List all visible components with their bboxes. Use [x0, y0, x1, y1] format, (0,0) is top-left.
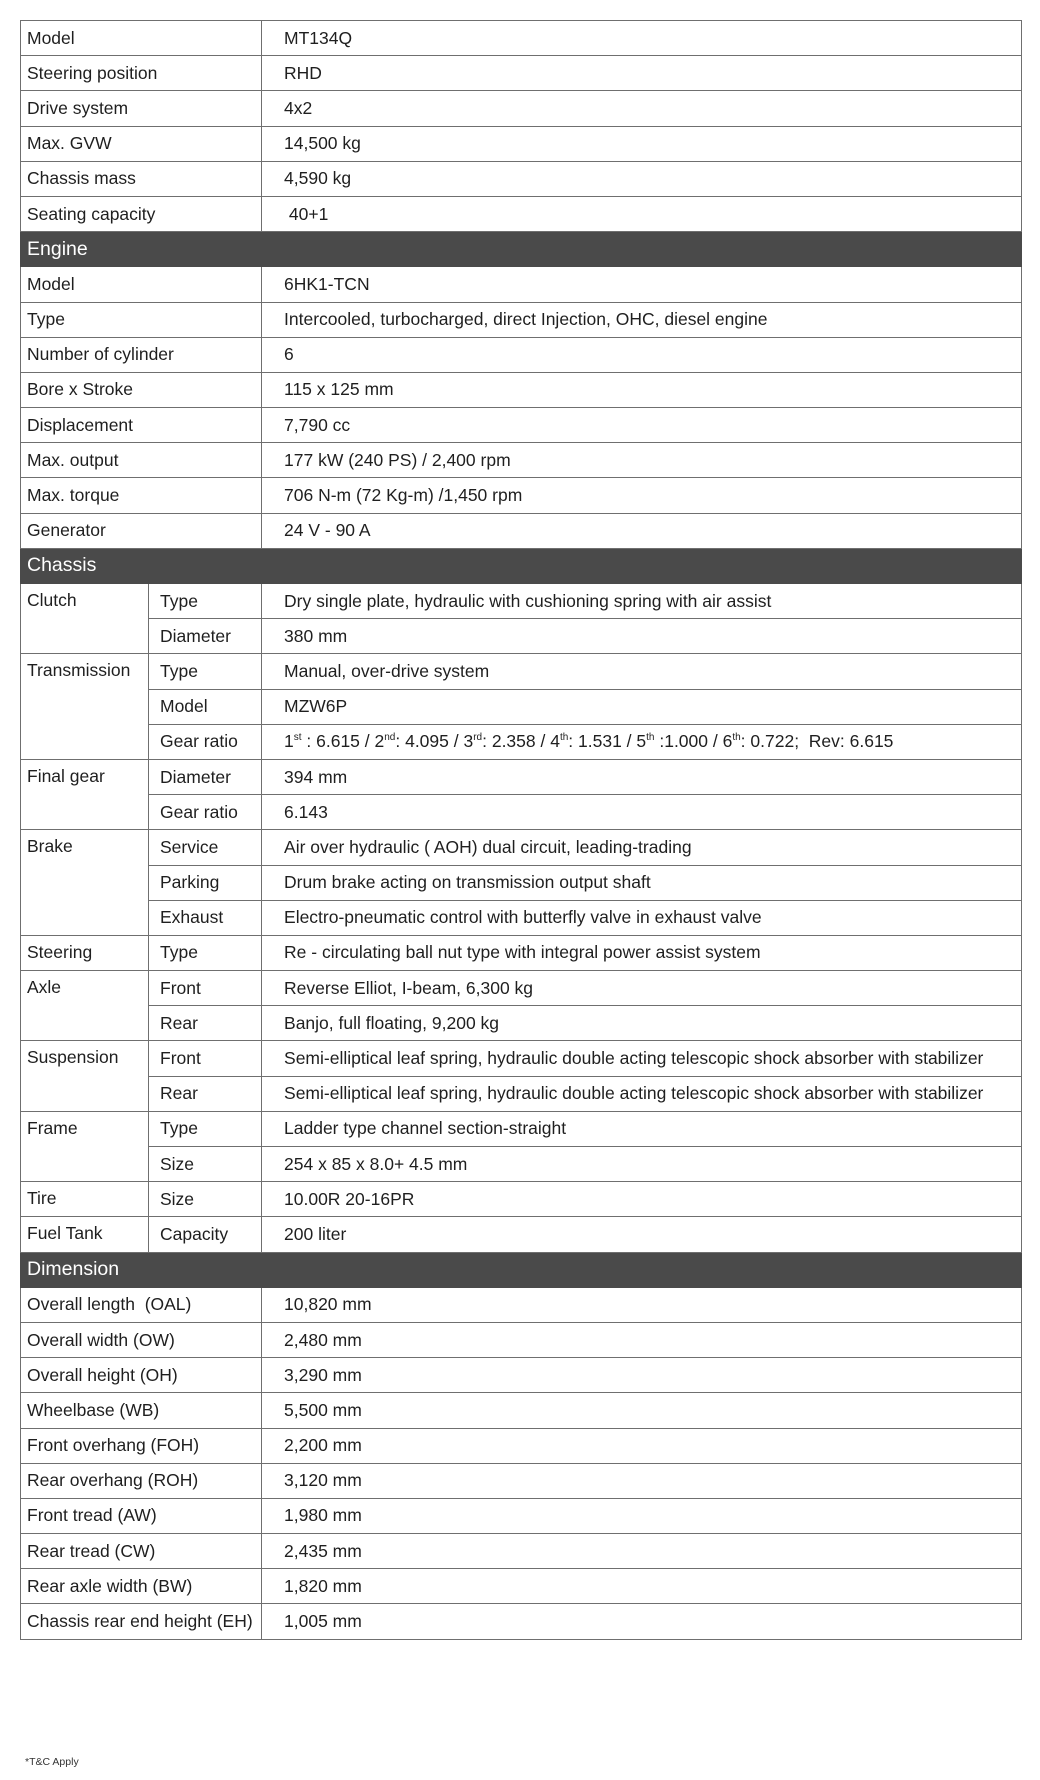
sub-label: Rear [149, 1006, 262, 1041]
section-header-chassis [21, 548, 1022, 583]
table-row [21, 1076, 1022, 1111]
spec-value: 7,790 cc [262, 408, 1022, 443]
sub-label: Rear [149, 1076, 262, 1111]
table-row [21, 91, 1022, 126]
spec-label: Displacement [21, 408, 262, 443]
spec-label: Max. torque [21, 478, 262, 513]
table-row [21, 1534, 1022, 1569]
spec-label: Steering position [21, 56, 262, 91]
sub-label: Diameter [149, 619, 262, 654]
table-row [21, 865, 1022, 900]
sub-label: Parking [149, 865, 262, 900]
spec-label: Wheelbase (WB) [21, 1393, 262, 1428]
spec-value: 24 V - 90 A [262, 513, 1022, 548]
spec-value: Semi-elliptical leaf spring, hydraulic double acting telescopic shock absorber with stabilizer [262, 1041, 1022, 1076]
table-row [21, 759, 1022, 794]
table-row [21, 1393, 1022, 1428]
sub-label: Gear ratio [149, 724, 262, 759]
spec-value: 706 N-m (72 Kg-m) /1,450 rpm [262, 478, 1022, 513]
spec-label: Max. output [21, 443, 262, 478]
spec-label: Max. GVW [21, 126, 262, 161]
table-row [21, 126, 1022, 161]
spec-label: Chassis mass [21, 161, 262, 196]
spec-value: 2,435 mm [262, 1534, 1022, 1569]
table-row [21, 196, 1022, 231]
table-row [21, 1322, 1022, 1357]
ordinal-suffix: th [559, 732, 569, 744]
table-row [21, 1111, 1022, 1146]
spec-value: 40+1 [262, 196, 1022, 231]
table-row [21, 513, 1022, 548]
spec-label: Number of cylinder [21, 337, 262, 372]
spec-value: 1,980 mm [262, 1498, 1022, 1533]
spec-label: Rear axle width (BW) [21, 1569, 262, 1604]
spec-value: 10,820 mm [262, 1287, 1022, 1322]
spec-value: 6 [262, 337, 1022, 372]
spec-label: Type [21, 302, 262, 337]
spec-value: 254 x 85 x 8.0+ 4.5 mm [262, 1147, 1022, 1182]
section-title: Dimension [21, 1252, 1022, 1287]
spec-value: MT134Q [262, 21, 1022, 56]
gear-text: : 0.722; Rev: 6.615 [740, 731, 894, 752]
gear-ratio-value [262, 724, 1022, 759]
spec-value: 200 liter [262, 1217, 1022, 1252]
table-row [21, 1041, 1022, 1076]
spec-label: Rear overhang (ROH) [21, 1463, 262, 1498]
spec-value: Reverse Elliot, I-beam, 6,300 kg [262, 971, 1022, 1006]
spec-label: Overall height (OH) [21, 1358, 262, 1393]
group-label: Axle [21, 971, 149, 1041]
table-row [21, 478, 1022, 513]
section-title: Engine [21, 232, 1022, 267]
group-label: Steering [21, 935, 149, 970]
table-row [21, 56, 1022, 91]
table-row [21, 619, 1022, 654]
table-row [21, 900, 1022, 935]
ordinal-suffix: th [646, 732, 655, 744]
spec-value: 1,005 mm [262, 1604, 1022, 1639]
sub-label: Type [149, 935, 262, 970]
spec-value: Re - circulating ball nut type with integral power assist system [262, 935, 1022, 970]
table-row [21, 1147, 1022, 1182]
table-row [21, 443, 1022, 478]
spec-label: Front overhang (FOH) [21, 1428, 262, 1463]
spec-value: 380 mm [262, 619, 1022, 654]
ordinal-suffix: st [293, 732, 302, 744]
table-row [21, 1498, 1022, 1533]
spec-value: Air over hydraulic ( AOH) dual circuit, leading-trading [262, 830, 1022, 865]
spec-label: Front tread (AW) [21, 1498, 262, 1533]
sub-label: Service [149, 830, 262, 865]
spec-value: Electro-pneumatic control with butterfly valve in exhaust valve [262, 900, 1022, 935]
gear-text: : 6.615 / 2 [301, 731, 385, 752]
table-row [21, 267, 1022, 302]
spec-value: 177 kW (240 PS) / 2,400 rpm [262, 443, 1022, 478]
ordinal-suffix: th [732, 732, 741, 744]
table-row [21, 689, 1022, 724]
spec-label: Drive system [21, 91, 262, 126]
group-label: Brake [21, 830, 149, 936]
sub-label: Gear ratio [149, 795, 262, 830]
sub-label: Model [149, 689, 262, 724]
spec-value: 3,120 mm [262, 1463, 1022, 1498]
table-row [21, 161, 1022, 196]
spec-label: Generator [21, 513, 262, 548]
group-label: Fuel Tank [21, 1217, 149, 1252]
spec-value: Semi-elliptical leaf spring, hydraulic double acting telescopic shock absorber with stabilizer [262, 1076, 1022, 1111]
spec-value: 2,480 mm [262, 1322, 1022, 1357]
table-row [21, 21, 1022, 56]
group-label: Frame [21, 1111, 149, 1181]
table-row [21, 1287, 1022, 1322]
sub-label: Type [149, 654, 262, 689]
spec-label: Overall length (OAL) [21, 1287, 262, 1322]
spec-value: 3,290 mm [262, 1358, 1022, 1393]
gear-text: : 4.095 / 3 [395, 731, 474, 752]
table-row [21, 302, 1022, 337]
spec-label: Rear tread (CW) [21, 1534, 262, 1569]
ordinal-suffix: nd [384, 732, 396, 744]
group-label: Suspension [21, 1041, 149, 1111]
spec-value: 5,500 mm [262, 1393, 1022, 1428]
spec-value: 4,590 kg [262, 161, 1022, 196]
ordinal-suffix: rd [473, 732, 483, 744]
spec-value: 4x2 [262, 91, 1022, 126]
spec-value: Ladder type channel section-straight [262, 1111, 1022, 1146]
sub-label: Size [149, 1147, 262, 1182]
table-row [21, 654, 1022, 689]
spec-value: 14,500 kg [262, 126, 1022, 161]
table-row [21, 724, 1022, 759]
sub-label: Type [149, 584, 262, 619]
spec-sheet [20, 20, 1021, 1640]
gear-text: :1.000 / 6 [654, 731, 733, 752]
spec-label: Bore x Stroke [21, 372, 262, 407]
table-row [21, 1006, 1022, 1041]
sub-label: Type [149, 1111, 262, 1146]
spec-value: 10.00R 20-16PR [262, 1182, 1022, 1217]
table-row [21, 1463, 1022, 1498]
spec-value: Manual, over-drive system [262, 654, 1022, 689]
spec-label: Overall width (OW) [21, 1322, 262, 1357]
spec-table [20, 20, 1022, 1640]
spec-value: MZW6P [262, 689, 1022, 724]
spec-value: Dry single plate, hydraulic with cushioning spring with air assist [262, 584, 1022, 619]
table-row [21, 337, 1022, 372]
spec-label: Chassis rear end height (EH) [21, 1604, 262, 1639]
table-row [21, 795, 1022, 830]
sub-label: Exhaust [149, 900, 262, 935]
sub-label: Size [149, 1182, 262, 1217]
table-row [21, 1358, 1022, 1393]
spec-value: Drum brake acting on transmission output shaft [262, 865, 1022, 900]
gear-text: : 2.358 / 4 [482, 731, 560, 752]
table-row [21, 971, 1022, 1006]
section-header-dimension [21, 1252, 1022, 1287]
spec-value: Intercooled, turbocharged, direct Injection, OHC, diesel engine [262, 302, 1022, 337]
table-row [21, 830, 1022, 865]
spec-value: 6.143 [262, 795, 1022, 830]
section-title: Chassis [21, 548, 1022, 583]
spec-value: 115 x 125 mm [262, 372, 1022, 407]
table-row [21, 584, 1022, 619]
table-row [21, 1604, 1022, 1639]
spec-value: 1,820 mm [262, 1569, 1022, 1604]
sub-label: Diameter [149, 759, 262, 794]
group-label: Final gear [21, 759, 149, 829]
sub-label: Capacity [149, 1217, 262, 1252]
footnote: *T&C Apply [25, 1756, 79, 1768]
gear-text: : 1.531 / 5 [568, 731, 647, 752]
group-label: Transmission [21, 654, 149, 760]
table-row [21, 372, 1022, 407]
spec-value: Banjo, full floating, 9,200 kg [262, 1006, 1022, 1041]
table-row [21, 408, 1022, 443]
spec-value: 394 mm [262, 759, 1022, 794]
table-row [21, 1217, 1022, 1252]
sub-label: Front [149, 1041, 262, 1076]
spec-value: RHD [262, 56, 1022, 91]
table-row [21, 935, 1022, 970]
gear-1: 1 [284, 731, 294, 752]
section-header-engine [21, 232, 1022, 267]
table-row [21, 1428, 1022, 1463]
spec-value: 6HK1-TCN [262, 267, 1022, 302]
table-row [21, 1569, 1022, 1604]
sub-label: Front [149, 971, 262, 1006]
spec-label: Seating capacity [21, 196, 262, 231]
spec-label: Model [21, 267, 262, 302]
spec-value: 2,200 mm [262, 1428, 1022, 1463]
spec-label: Model [21, 21, 262, 56]
table-row [21, 1182, 1022, 1217]
group-label: Clutch [21, 584, 149, 654]
group-label: Tire [21, 1182, 149, 1217]
